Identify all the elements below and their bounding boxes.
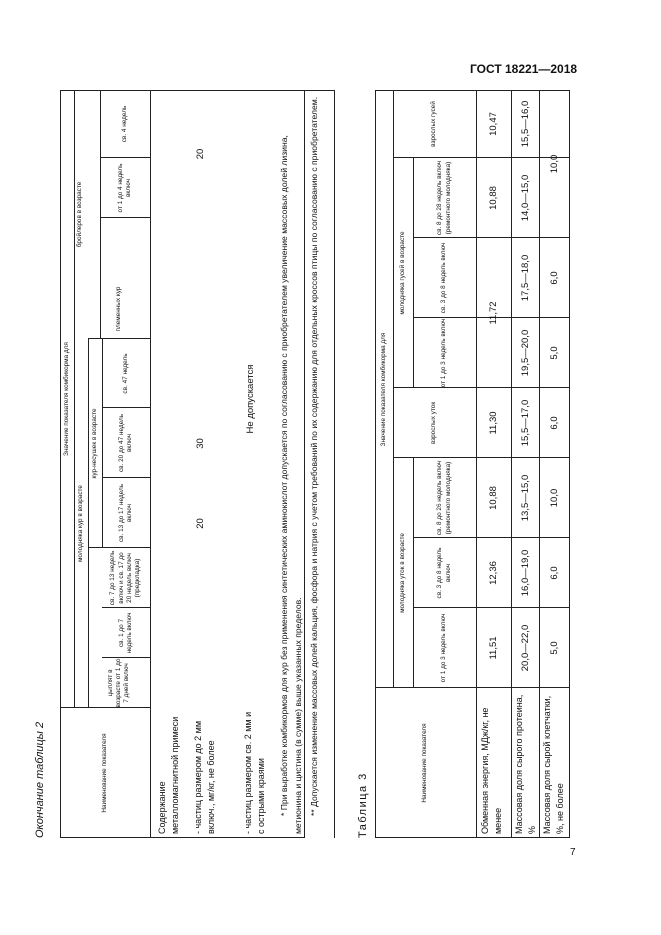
- table2-row-label-3: - частиц размером св. 2 мм и с острыми краями: [243, 711, 267, 834]
- table2-value-broilers: 20: [194, 148, 206, 160]
- table3-row1-c4: 11,30: [488, 411, 499, 435]
- table2-value-notallowed: Не допускается: [244, 364, 256, 434]
- table2-continuation: [32, 90, 337, 838]
- table3-col-adult-geese: взрослых гусей: [430, 101, 438, 147]
- table3-row3-c6: 6,0: [548, 271, 560, 285]
- table2-col-1: цыплят в возрасте от 1 до 7 дней включ: [106, 658, 131, 708]
- table3-col-5: св. 3 до 8 недель включ: [440, 242, 448, 314]
- table3-header-ducklings: молодняка уток в возрасте: [398, 533, 406, 613]
- table3-row2-c2: 16,0—19,0: [519, 549, 531, 597]
- table3-row2-c6: 17,5—18,0: [519, 254, 531, 302]
- table2-header-hens: бройлеров в возрасте: [76, 181, 84, 248]
- table3-row1-c7: 10,47: [488, 112, 499, 136]
- table3-row3-c7: 10,0: [548, 154, 560, 174]
- table2-header-chicks: молодняка кур в возрасте: [76, 485, 84, 562]
- table2-footnote-1: * При выработке комбикормов для кур без применения синтетических аминокислот допускается по согласованию с приобретателем увеличение массовых долей лизина, метионина и цистина (в сумме) выше указанных пределов.: [279, 135, 303, 834]
- table2-col-9: св. 4 недель: [120, 105, 128, 143]
- table3-col-2: св. 3 до 8 недель включ: [436, 547, 452, 599]
- table3-row3-label: Массовая доля сырой клетчатки, %, не более: [542, 695, 566, 834]
- table3-row1-c2: 12,36: [488, 561, 499, 585]
- table3-row2-c3: 13,5—15,0: [519, 474, 531, 522]
- page-number: 7: [570, 847, 576, 858]
- table3-row1-c5: 11,72: [488, 301, 499, 325]
- table3-col-adult-ducks: взрослых уток: [430, 401, 438, 445]
- table3-row1-c3: 10,88: [488, 486, 499, 510]
- table3-header-goslings: молодняка гусей в возрасте: [398, 231, 406, 315]
- table3: [355, 90, 573, 838]
- table3-col-3: св. 8 до 26 недель включ (ремонтного молодняка): [436, 460, 452, 536]
- table2-header-value: Значение показателя комбикорма для: [62, 342, 70, 456]
- table2-col-2: св. 1 до 7 недель включ: [117, 612, 133, 654]
- table2-header-layers: кур-несушек в возрасте: [90, 408, 98, 479]
- table3-col-1: от 1 до 3 недель включ: [440, 613, 448, 683]
- table3-row3-c3: 10,0: [548, 488, 560, 508]
- table2-col-4: св. 13 до 17 недель включ: [117, 483, 133, 543]
- table3-row3-c5: 5,0: [548, 346, 560, 360]
- table3-row2-c7: 14,0—15,0: [519, 174, 531, 222]
- standard-code: ГОСТ 18221—2018: [470, 62, 578, 76]
- table3-caption: Таблица 3: [357, 772, 369, 838]
- table2-row-label-2: - частиц размером до 2 мм включ., мг/кг, не более: [193, 720, 217, 834]
- table2-col-3: св. 7 до 13 недель включ и св. 17 до 20 недель включ (предкладка): [109, 550, 142, 606]
- table3-row1-c6: 10,88: [488, 186, 499, 210]
- table2-header-broilers: [88, 218, 100, 339]
- table3-row1-label: Обменная энергия, МДж/кг, не менее: [480, 707, 504, 834]
- table2-row-label-1: Содержание металломагнитной примеси: [157, 716, 181, 834]
- table3-row2-label: Массовая доля сырого протеина, %: [514, 694, 538, 834]
- table3-row2-c4: 15,5—17,0: [519, 399, 531, 447]
- table3-row3-c1: 5,0: [548, 641, 560, 655]
- table3-row1-c1: 11,51: [488, 636, 499, 660]
- table3-col-4: от 1 до 3 недель включ: [440, 318, 448, 388]
- table3-row3-c2: 6,0: [548, 566, 560, 580]
- table2-col-8: от 1 до 4 недель включ: [116, 163, 132, 213]
- table2-caption: Окончание таблицы 2: [34, 721, 46, 838]
- table3-row3-c4: 6,0: [548, 416, 560, 430]
- table2-header-name: Наименование показателя: [100, 733, 108, 813]
- table3-row2-c1: 20,0—22,0: [519, 624, 531, 672]
- table2-value-chicks: 20: [194, 518, 206, 529]
- table3-header-value: Значение показателя комбикорма для: [379, 332, 387, 447]
- table2-col-5: св. 20 до 47 недель включ: [117, 413, 133, 473]
- table3-col-6: св. 8 до 28 недель включ (ремонтного молодняка): [436, 160, 452, 236]
- table2-footnote-2: ** Допускается изменение массовых долей кальция, фосфора и натрия с учетом требований по их содержанию для отдельных кроссов птицы по согласованию с приобретателем.: [309, 96, 319, 816]
- table2-col-7: племенных кур: [114, 286, 122, 332]
- table3-row2-c8: 15,5—16,0: [519, 100, 531, 148]
- table2-value-layers: 30: [194, 438, 206, 449]
- table2-col-6: св. 47 недель: [121, 353, 129, 394]
- table3-row2-c5: 19,5—20,0: [519, 329, 531, 377]
- table3-header-name: Наименование показателя: [421, 723, 429, 803]
